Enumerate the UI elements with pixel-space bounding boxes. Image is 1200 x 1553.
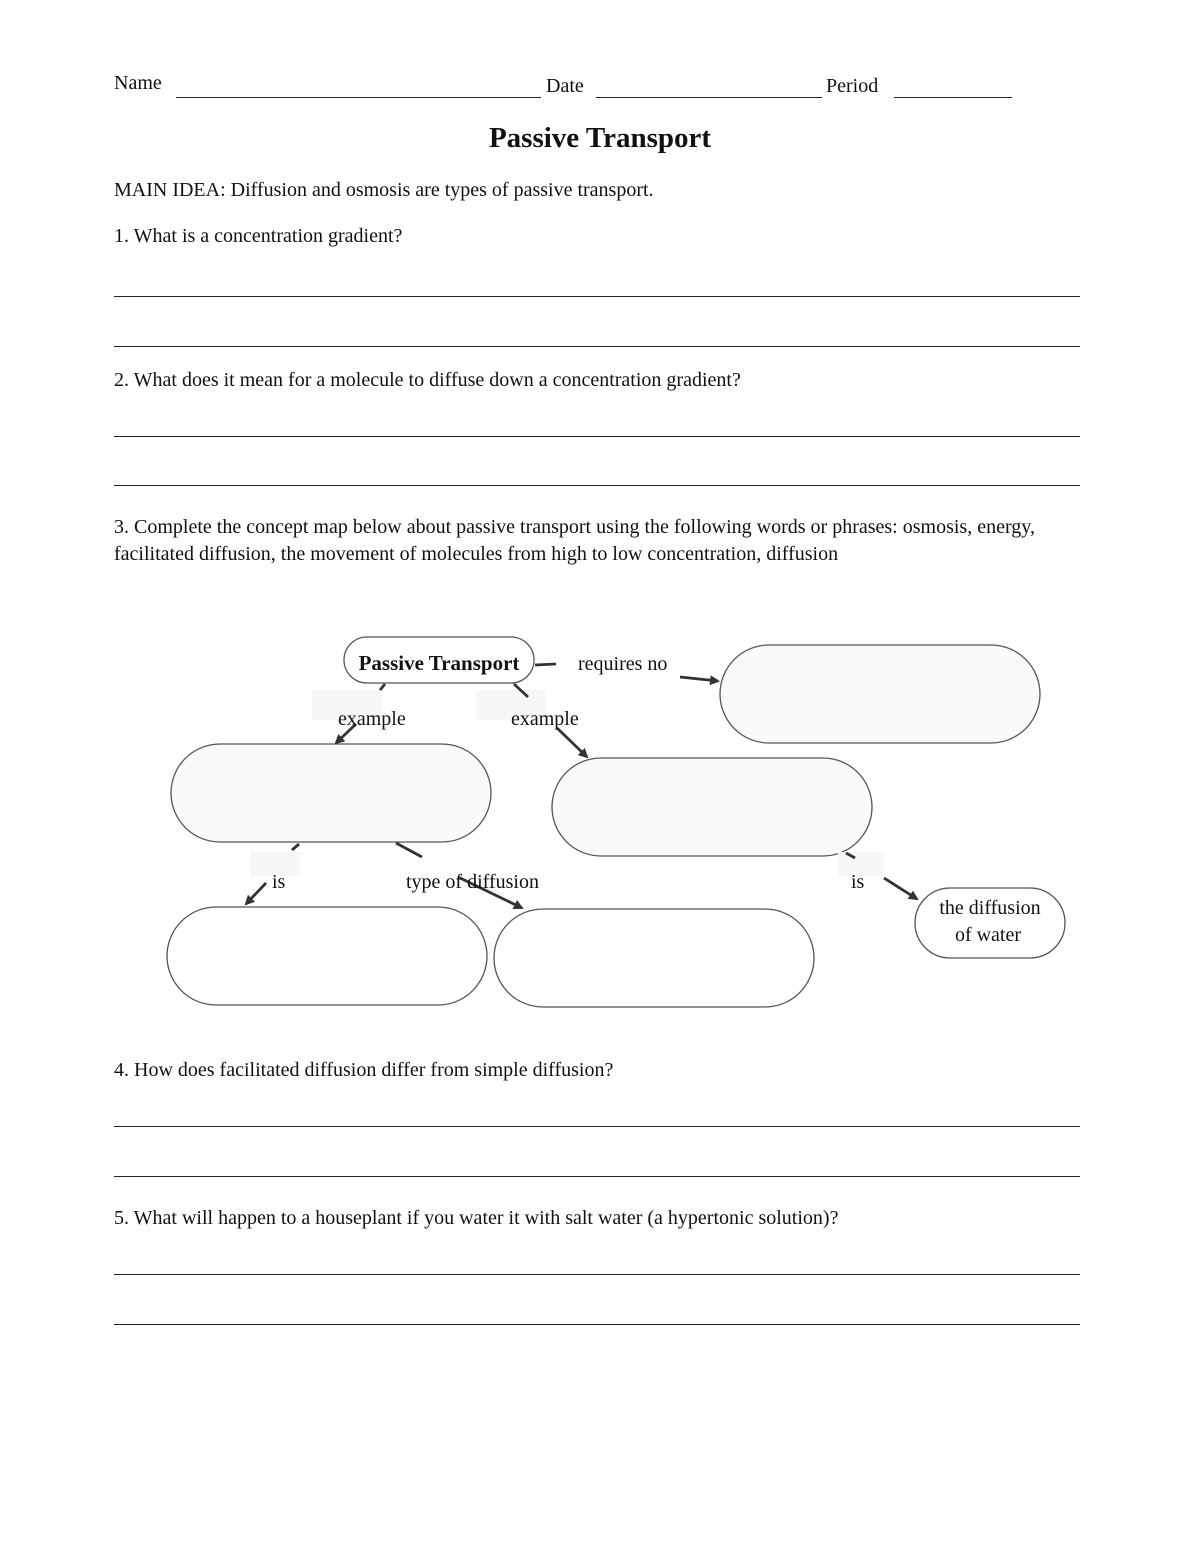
given-node-line1: the diffusion [939,897,1041,919]
answer-line-4b[interactable] [114,1176,1080,1177]
answer-line-4a[interactable] [114,1126,1080,1127]
answer-line-5a[interactable] [114,1274,1080,1275]
blank-node-right-example[interactable] [552,758,872,856]
connector-is-left-a [292,844,299,850]
answer-line-5b[interactable] [114,1324,1080,1325]
connector-is-left-b [246,883,266,904]
date-label: Date [546,75,584,97]
question-1: 1. What is a concentration gradient? [114,225,403,247]
link-is-left: is [272,871,286,893]
connector-example-right-b [557,728,587,757]
connector-type-a [396,843,422,857]
connector-is-right-b [884,878,917,899]
question-3: 3. Complete the concept map below about passive transport using the following words or phrases: osmosis, energy, facilitated diffusion, the movement of molecules from high to low concentration, diffusion [114,516,1035,565]
connector-requires-no-b [680,677,718,681]
question-2: 2. What does it mean for a molecule to diffuse down a concentration gradient? [114,369,741,391]
name-label: Name [114,72,162,94]
blank-node-energy[interactable] [720,645,1040,743]
main-idea: MAIN IDEA: Diffusion and osmosis are types of passive transport. [114,179,654,201]
link-example-right: example [511,708,579,730]
question-4: 4. How does facilitated diffusion differ from simple diffusion? [114,1059,614,1081]
link-example-left: example [338,708,406,730]
question-5: 5. What will happen to a houseplant if you water it with salt water (a hypertonic solution)? [114,1207,839,1229]
blank-node-definition[interactable] [167,907,487,1005]
link-requires-no: requires no [578,653,668,675]
given-node-line2: of water [954,924,1022,946]
link-type-of-diffusion: type of diffusion [406,871,539,893]
blank-node-type[interactable] [494,909,814,1007]
blank-node-left-example[interactable] [171,744,491,842]
connector-example-left-a [380,684,385,690]
period-label: Period [826,75,879,97]
root-node-label: Passive Transport [358,651,520,675]
page-title: Passive Transport [488,122,712,154]
link-is-right: is [851,871,865,893]
connector-requires-no-a [535,664,556,665]
